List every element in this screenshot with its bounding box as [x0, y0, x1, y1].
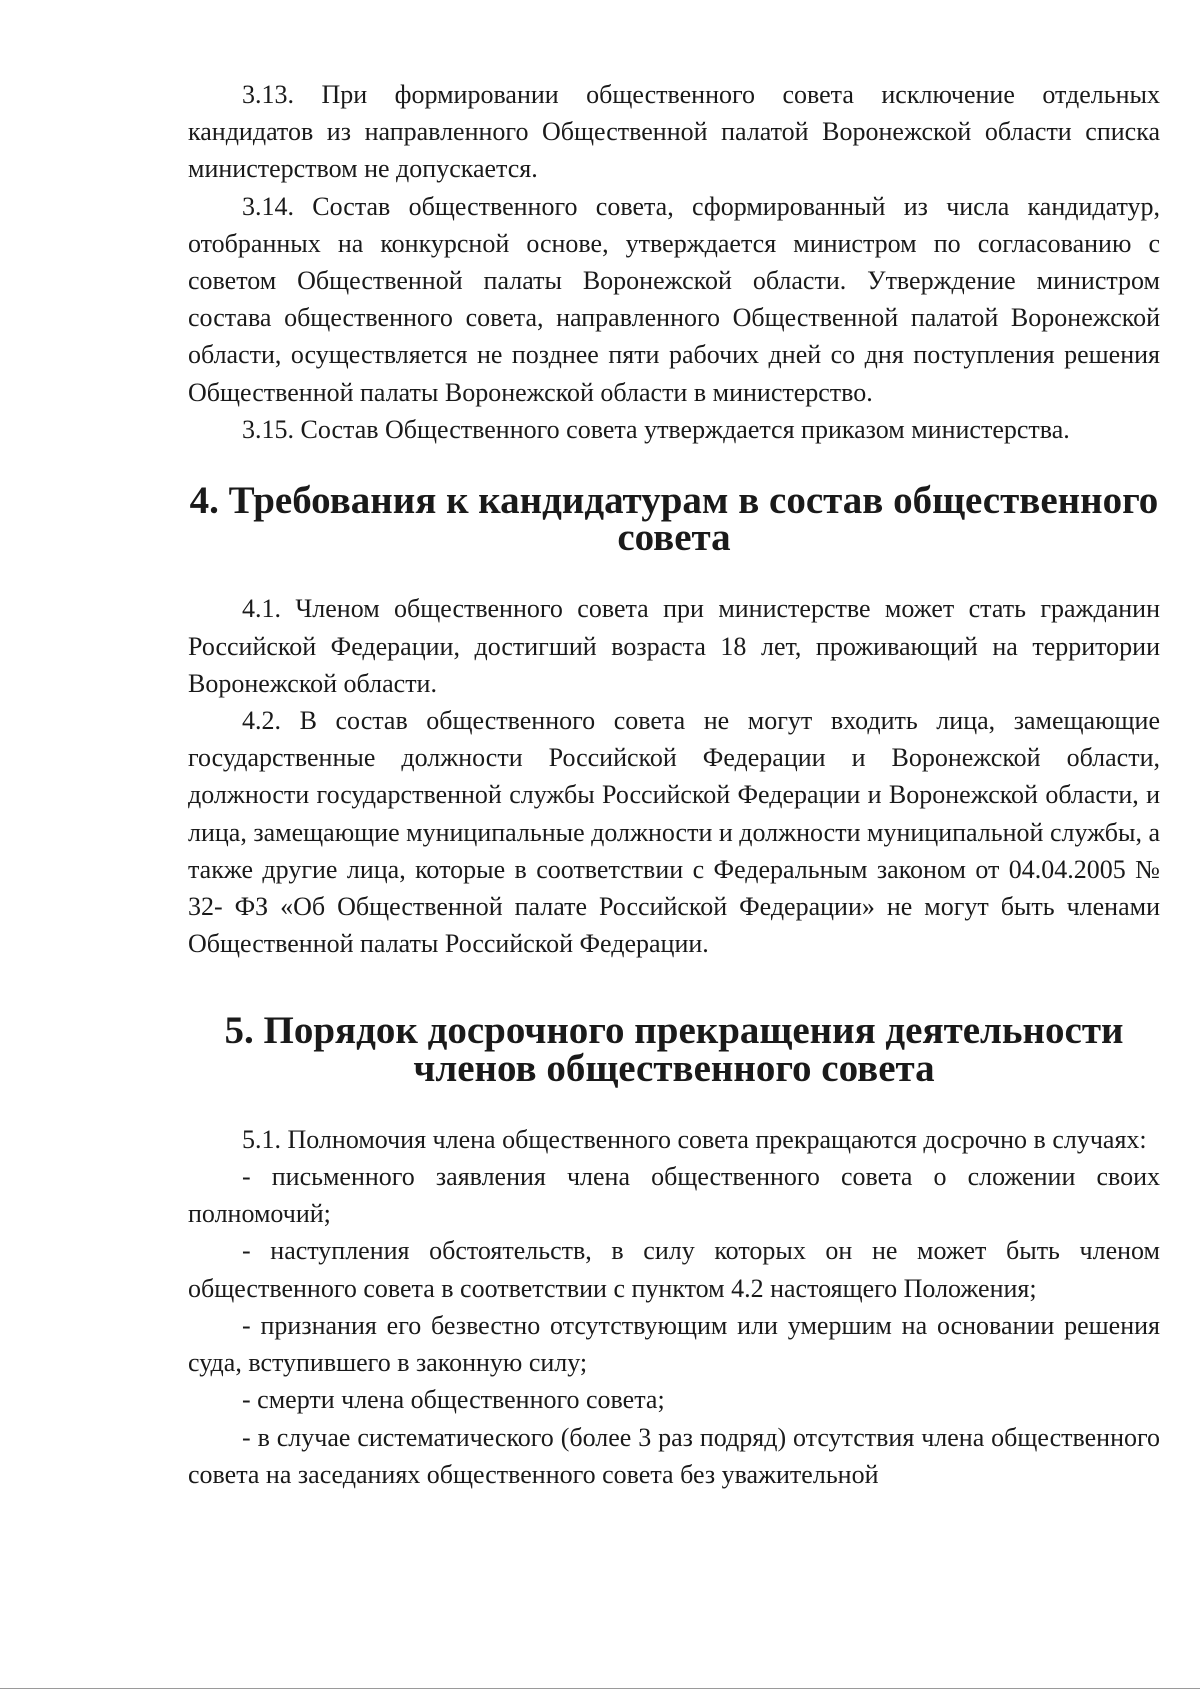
section-4-heading: 4. Требования к кандидатурам в состав общественного совета: [189, 479, 1159, 560]
document-page: [188, 76, 1160, 1493]
section-5-heading-line-1: 5. Порядок досрочного прекращения деятельности: [224, 1009, 1124, 1053]
section-5-heading: [188, 1009, 1160, 1090]
list-item-missing-or-deceased: - признания его безвестно отсутствующим или умершим на основании решения суда, вступившего в законную силу;: [188, 1310, 1160, 1378]
list-item-absence: - в случае систематического (более 3 раз подряд) отсутствия члена общественного совета на заседаниях общественного совета без уважительной: [188, 1422, 1160, 1489]
list-item-circumstances: - наступления обстоятельств, в силу которых он не может быть членом общественного совета в соответствии с пунктом 4.2 настоящего Положения;: [188, 1236, 1160, 1303]
paragraph-4-2: 4.2. В состав общественного совета не могут входить лица, замещающие государственные должности Российской Федерации и Воронежской области, должности государственной службы Российской Федерации и Воронежской области, и лица, замещающие муниципальные должности и должности муниципальной службы, а также другие лица, которые в соответствии с Федеральным законом от 04.04.2005 № 32- ФЗ «Об Общественной палате Российской Федерации» не могут быть членами Общественной палаты Российской Федерации.: [188, 706, 1160, 959]
paragraph-3-14: 3.14. Состав общественного совета, сформированный из числа кандидатур, отобранных на конкурсной основе, утверждается министром по согласованию с советом Общественной палаты Воронежской области. Утверждение министром состава общественного совета, направленного Общественной палатой Воронежской области, осуществляется не позднее пяти рабочих дней со дня поступления решения Общественной палаты Воронежской области в министерство.: [188, 191, 1160, 407]
list-item-resignation: - письменного заявления члена общественного совета о сложении своих полномочий;: [188, 1162, 1160, 1229]
paragraph-3-15: 3.15. Состав Общественного совета утверждается приказом министерства.: [242, 414, 1070, 444]
page-bottom-edge: [0, 1688, 1200, 1689]
paragraph-4-1: 4.1. Членом общественного совета при министерстве может стать гражданин Российской Федерации, достигший возраста 18 лет, проживающий на территории Воронежской области.: [188, 594, 1160, 698]
section-5-heading-line-2: членов общественного совета: [413, 1046, 935, 1090]
list-item-death: - смерти члена общественного совета;: [242, 1385, 665, 1415]
paragraph-5-1: 5.1. Полномочия члена общественного совета прекращаются досрочно в случаях:: [242, 1124, 1147, 1154]
paragraph-3-13: 3.13. При формировании общественного совета исключение отдельных кандидатов из направленного Общественной палатой Воронежской области списка министерством не допускается.: [188, 80, 1160, 184]
